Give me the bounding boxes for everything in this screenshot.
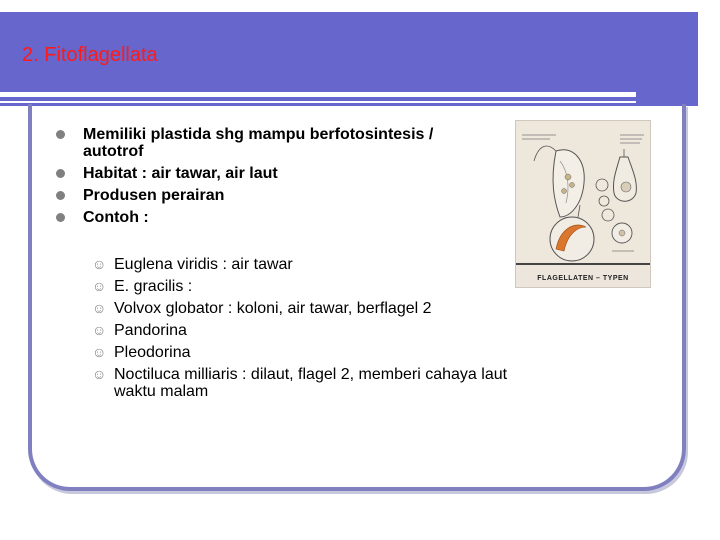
header-rule-thick: [0, 92, 636, 97]
smiley-icon: ☺: [92, 344, 107, 360]
smiley-icon: ☺: [92, 256, 107, 272]
example-text: E. gracilis :: [114, 278, 193, 295]
example-item: [92, 278, 512, 295]
figure-caption: FLAGELLATEN – TYPEN: [537, 275, 629, 282]
example-text: Volvox globator : koloni, air tawar, berflagel 2: [114, 300, 432, 317]
flagellate-drawing: [516, 121, 650, 265]
example-item: [92, 300, 512, 317]
example-list: [92, 256, 512, 405]
bullet-dot-icon: [56, 169, 65, 178]
example-item: [92, 322, 512, 339]
example-text: Pleodorina: [114, 344, 191, 361]
bullet-dot-icon: [56, 213, 65, 222]
smiley-icon: ☺: [92, 322, 107, 338]
example-text: Euglena viridis : air tawar: [114, 256, 293, 273]
smiley-icon: ☺: [92, 366, 107, 382]
bullet-list: [56, 126, 486, 231]
example-text: Noctiluca milliaris : dilaut, flagel 2, memberi cahaya laut waktu malam: [114, 366, 508, 400]
bullet-text: Produsen perairan: [83, 187, 225, 204]
bullet-item: [56, 126, 486, 160]
bullet-text: Contoh :: [83, 209, 149, 226]
bullet-text: Habitat : air tawar, air laut: [83, 165, 278, 182]
example-item: [92, 366, 512, 400]
slide-title: 2. Fitoflagellata: [22, 44, 158, 66]
smiley-icon: ☺: [92, 300, 107, 316]
flagellate-illustration: [515, 120, 651, 288]
bullet-item: [56, 165, 486, 182]
bullet-dot-icon: [56, 191, 65, 200]
example-text: Pandorina: [114, 322, 187, 339]
bullet-item: [56, 187, 486, 204]
bullet-text: Memiliki plastida shg mampu berfotosintesis / autotrof: [83, 126, 434, 160]
bullet-item: [56, 209, 486, 226]
example-item: [92, 344, 512, 361]
bullet-dot-icon: [56, 130, 65, 139]
smiley-icon: ☺: [92, 278, 107, 294]
header-rule-thin: [0, 101, 636, 103]
example-item: [92, 256, 512, 273]
